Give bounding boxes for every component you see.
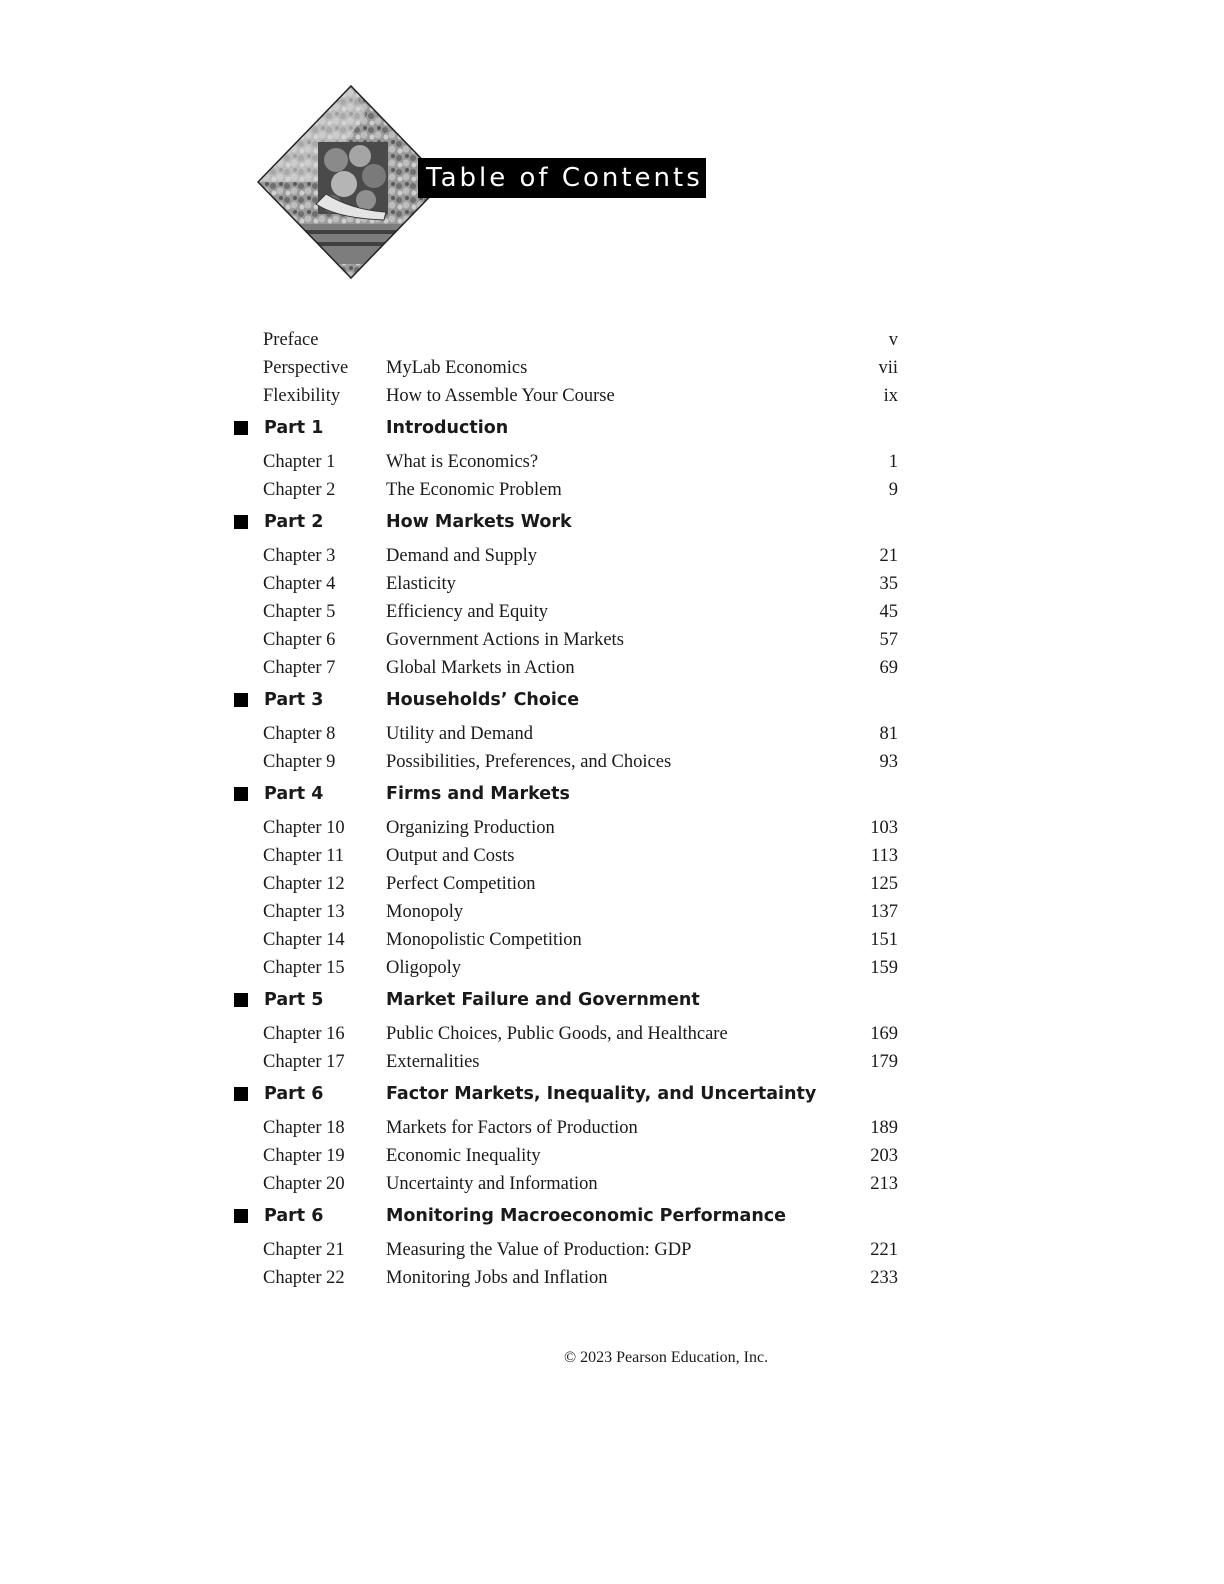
chapter-label: Chapter 8 [263,724,336,744]
chapter-title: Demand and Supply [386,546,538,566]
toc-chapter-row[interactable] [0,626,1224,654]
toc-chapter-row[interactable] [0,954,1224,982]
chapter-title: Government Actions in Markets [386,630,624,650]
part-title: Monitoring Macroeconomic Performance [386,1206,787,1226]
toc-page-number: 113 [870,846,898,866]
chapter-label: Chapter 12 [263,874,345,894]
chapter-label: Chapter 15 [263,958,345,978]
toc-title: MyLab Economics [386,358,528,378]
chapter-label: Chapter 6 [263,630,336,650]
chapter-title: Public Choices, Public Goods, and Healthcare [386,1024,728,1044]
toc-chapter-row[interactable] [0,1142,1224,1170]
chapter-label: Chapter 2 [263,480,336,500]
toc-page-number: v [888,330,898,350]
chapter-label: Chapter 19 [263,1146,345,1166]
toc-chapter-row[interactable] [0,1114,1224,1142]
chapter-title: Oligopoly [386,958,462,978]
chapter-label: Chapter 5 [263,602,336,622]
chapter-label: Chapter 13 [263,902,345,922]
toc-chapter-row[interactable] [0,654,1224,682]
toc-page-number: 233 [870,1268,898,1288]
toc-part-heading[interactable] [0,1078,1224,1110]
part-label: Part 6 [264,1084,324,1104]
toc-label: Flexibility [263,386,341,406]
toc-page-number: 21 [879,546,898,566]
part-label: Part 3 [264,690,324,710]
chapter-title: Output and Costs [386,846,515,866]
square-bullet-icon [234,693,248,707]
toc-page-number: 203 [870,1146,898,1166]
chapter-title: Elasticity [386,574,456,594]
chapter-title: Economic Inequality [386,1146,541,1166]
square-bullet-icon [234,515,248,529]
chapter-title: Measuring the Value of Production: GDP [386,1240,692,1260]
chapter-title: Monopolistic Competition [386,930,582,950]
toc-page-number: ix [883,386,898,406]
chapter-label: Chapter 21 [263,1240,345,1260]
chapter-title: Monopoly [386,902,464,922]
part-label: Part 1 [264,418,324,438]
toc-page-number: 1 [888,452,898,472]
toc-page-number: 69 [879,658,898,678]
chapter-label: Chapter 18 [263,1118,345,1138]
toc-part-heading[interactable] [0,412,1224,444]
toc-part-heading[interactable] [0,1200,1224,1232]
toc-chapter-row[interactable] [0,542,1224,570]
toc-part-heading[interactable] [0,984,1224,1016]
chapter-title: Externalities [386,1052,480,1072]
toc-page-number: 169 [870,1024,898,1044]
part-label: Part 6 [264,1206,324,1226]
toc-page-number: 103 [870,818,898,838]
toc-chapter-row[interactable] [0,720,1224,748]
chapter-title: Uncertainty and Information [386,1174,598,1194]
chapter-title: Utility and Demand [386,724,533,744]
toc-page-number: 35 [879,574,898,594]
part-title: Market Failure and Government [386,990,700,1010]
part-title: Introduction [386,418,509,438]
toc-chapter-row[interactable] [0,870,1224,898]
toc-chapter-row[interactable] [0,570,1224,598]
part-title: Factor Markets, Inequality, and Uncertainty [386,1084,817,1104]
toc-page-number: 45 [879,602,898,622]
toc-part-heading[interactable] [0,506,1224,538]
toc-front-matter-row[interactable] [0,326,1224,354]
toc-chapter-row[interactable] [0,1048,1224,1076]
toc-page-number: 125 [870,874,898,894]
toc-page-number: 137 [870,902,898,922]
chapter-title: The Economic Problem [386,480,562,500]
chapter-label: Chapter 14 [263,930,345,950]
toc-title: How to Assemble Your Course [386,386,615,406]
square-bullet-icon [234,1087,248,1101]
chapter-title: Possibilities, Preferences, and Choices [386,752,672,772]
toc-page-number: 9 [888,480,898,500]
chapter-label: Chapter 4 [263,574,336,594]
square-bullet-icon [234,421,248,435]
chapter-title: Markets for Factors of Production [386,1118,638,1138]
chapter-title: Global Markets in Action [386,658,575,678]
square-bullet-icon [234,993,248,1007]
page-title: Table of Contents [418,158,706,198]
toc-chapter-row[interactable] [0,898,1224,926]
part-label: Part 4 [264,784,324,804]
square-bullet-icon [234,1209,248,1223]
toc-chapter-row[interactable] [0,842,1224,870]
chapter-title: Monitoring Jobs and Inflation [386,1268,608,1288]
toc-page-number: 57 [879,630,898,650]
chapter-label: Chapter 9 [263,752,336,772]
toc-page-number: 151 [870,930,898,950]
toc-chapter-row[interactable] [0,814,1224,842]
toc-chapter-row[interactable] [0,598,1224,626]
toc-page-number: 179 [870,1052,898,1072]
toc-page-number: 213 [870,1174,898,1194]
chapter-title: Organizing Production [386,818,555,838]
toc-label: Preface [263,330,319,350]
toc-page-number: 93 [879,752,898,772]
chapter-label: Chapter 17 [263,1052,345,1072]
chapter-label: Chapter 22 [263,1268,345,1288]
chapter-label: Chapter 16 [263,1024,345,1044]
toc-page-number: vii [878,358,898,378]
chapter-label: Chapter 10 [263,818,345,838]
toc-chapter-row[interactable] [0,1264,1224,1292]
part-title: Households’ Choice [386,690,580,710]
copyright-notice: © 2023 Pearson Education, Inc. [564,1349,769,1366]
square-bullet-icon [234,787,248,801]
toc-chapter-row[interactable] [0,476,1224,504]
chapter-label: Chapter 7 [263,658,336,678]
toc-label: Perspective [263,358,349,378]
toc-page-number: 189 [870,1118,898,1138]
chapter-title: What is Economics? [386,452,539,472]
toc-chapter-row[interactable] [0,926,1224,954]
part-label: Part 2 [264,512,324,532]
chapter-label: Chapter 20 [263,1174,345,1194]
toc-chapter-row[interactable] [0,1020,1224,1048]
part-label: Part 5 [264,990,324,1010]
part-title: How Markets Work [386,512,572,532]
table-of-contents [0,326,1224,1292]
part-title: Firms and Markets [386,784,570,804]
toc-chapter-row[interactable] [0,748,1224,776]
chapter-label: Chapter 11 [263,846,345,866]
toc-chapter-row[interactable] [0,1170,1224,1198]
chapter-title: Efficiency and Equity [386,602,548,622]
toc-front-matter-row[interactable] [0,382,1224,410]
toc-chapter-row[interactable] [0,1236,1224,1264]
toc-page-number: 221 [870,1240,898,1260]
toc-front-matter-row[interactable] [0,354,1224,382]
toc-page-number: 81 [879,724,898,744]
chapter-title: Perfect Competition [386,874,536,894]
toc-page-number: 159 [870,958,898,978]
toc-part-heading[interactable] [0,778,1224,810]
toc-part-heading[interactable] [0,684,1224,716]
chapter-label: Chapter 3 [263,546,336,566]
chapter-label: Chapter 1 [263,452,336,472]
toc-chapter-row[interactable] [0,448,1224,476]
